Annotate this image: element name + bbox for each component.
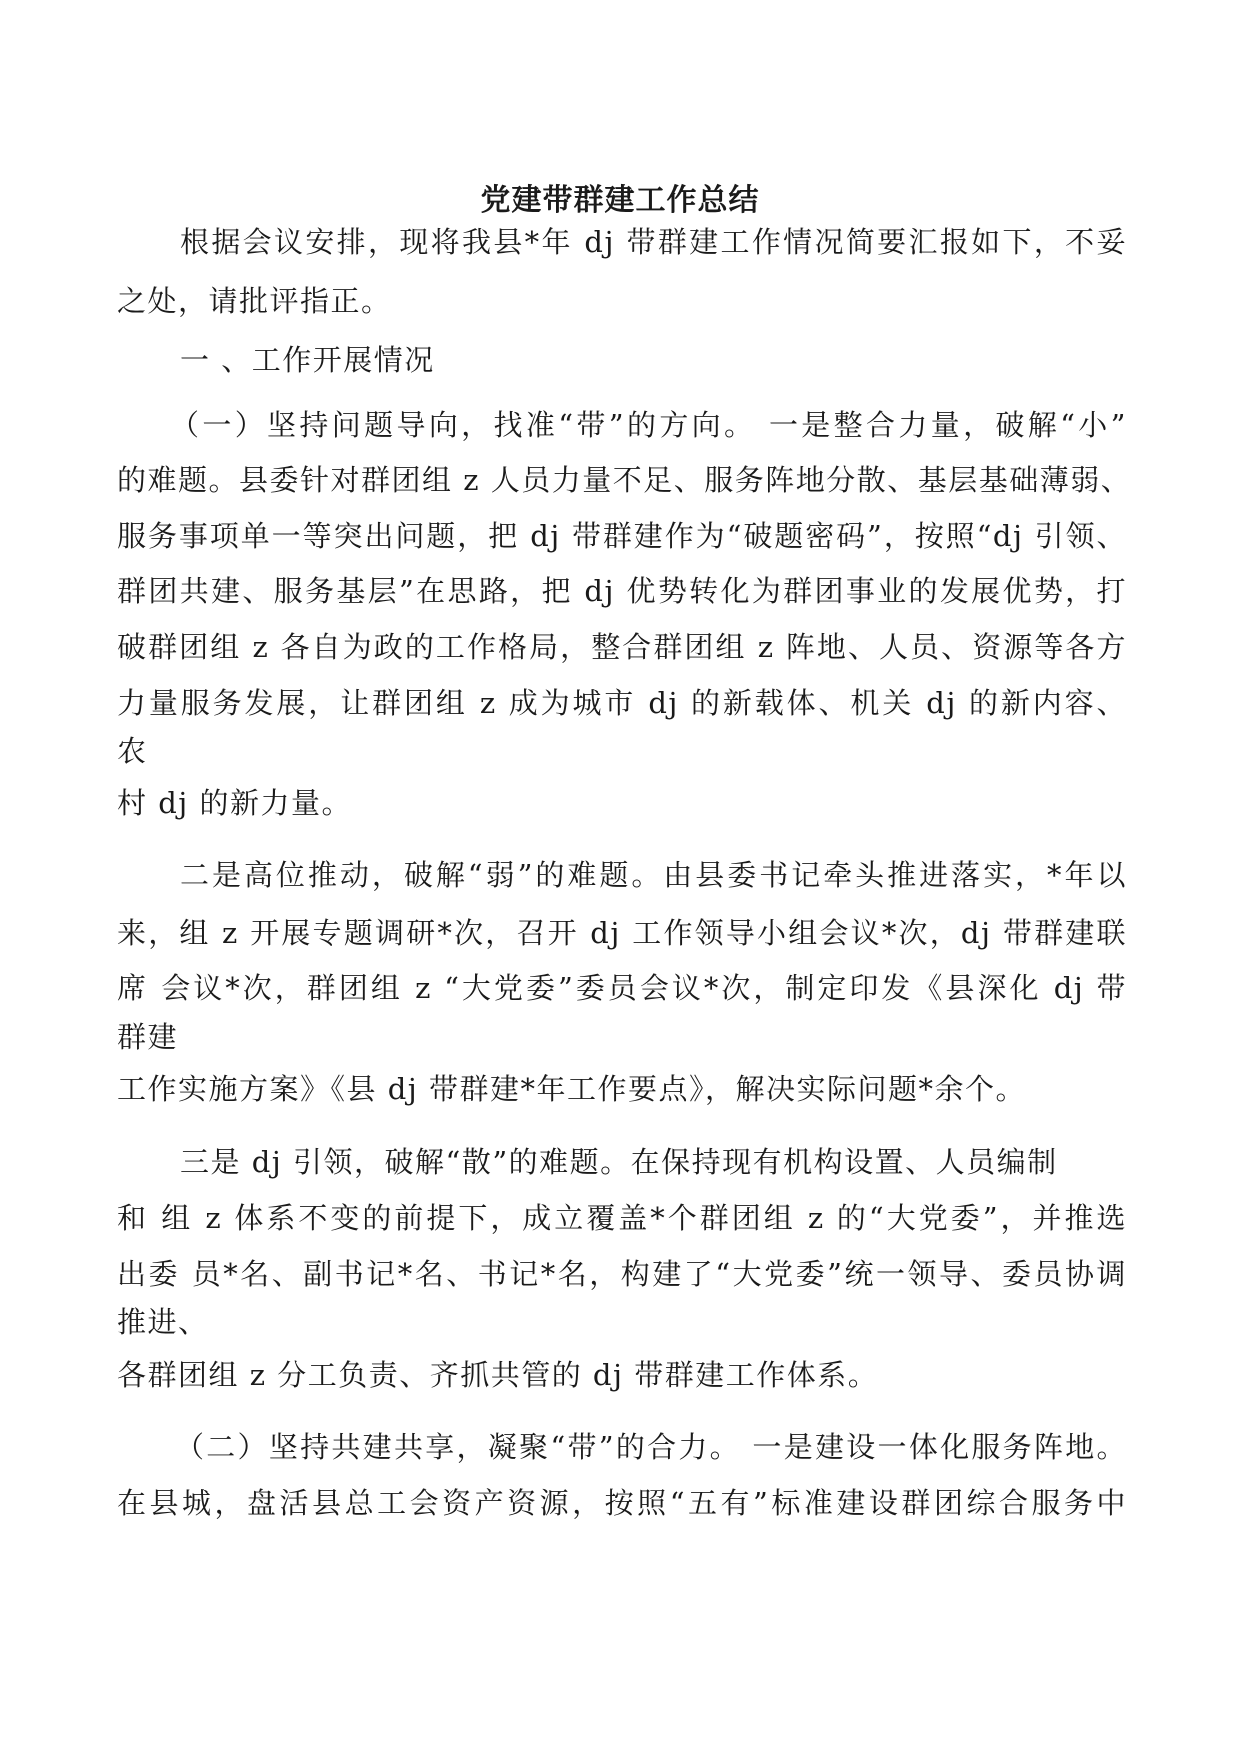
paragraph-line: 服务事项单一等突出问题，把 dj 带群建作为“破题密码”，按照“dj 引领、 bbox=[117, 519, 1127, 553]
paragraph-line: 各群团组 z 分工负责、齐抓共管的 dj 带群建工作体系。 bbox=[117, 1358, 879, 1392]
paragraph-line: 来，组 z 开展专题调研*次，召开 dj 工作领导小组会议*次，dj 带群建联 bbox=[117, 916, 1127, 950]
paragraph-line: 和 组 z 体系不变的前提下，成立覆盖*个群团组 z 的“大党委”，并推选 bbox=[117, 1201, 1127, 1235]
paragraph-line: 的难题。县委针对群团组 z 人员力量不足、服务阵地分散、基层基础薄弱、 bbox=[117, 463, 1132, 497]
paragraph-line: 根据会议安排，现将我县*年 dj 带群建工作情况简要汇报如下，不妥 bbox=[180, 225, 1127, 259]
paragraph-line: 力量服务发展，让群团组 z 成为城市 dj 的新载体、机关 dj 的新内容、 bbox=[117, 686, 1127, 720]
paragraph-line: 农 bbox=[117, 734, 148, 768]
paragraph-line: 村 dj 的新力量。 bbox=[117, 786, 352, 820]
paragraph-line: 群建 bbox=[117, 1020, 179, 1054]
paragraph-line: 群团共建、服务基层”在思路，把 dj 优势转化为群团事业的发展优势，打 bbox=[117, 574, 1127, 608]
paragraph-line: 三是 dj 引领，破解“散”的难题。在保持现有机构设置、人员编制 bbox=[180, 1145, 1058, 1179]
paragraph-line: 之处，请批评指正。 bbox=[117, 284, 392, 318]
paragraph-line: 出委 员*名、副书记*名、书记*名，构建了“大党委”统一领导、委员协调 bbox=[117, 1257, 1127, 1291]
paragraph-line: 二是高位推动，破解“弱”的难题。由县委书记牵头推进落实，*年以 bbox=[180, 858, 1127, 892]
paragraph-line: 推进、 bbox=[117, 1305, 209, 1339]
paragraph-line: 在县城，盘活县总工会资产资源，按照“五有”标准建设群团综合服务中 bbox=[117, 1486, 1127, 1520]
paragraph-line: 工作实施方案》《县 dj 带群建*年工作要点》，解决实际问题*余个。 bbox=[117, 1072, 1026, 1106]
section-heading: 一 、工作开展情况 bbox=[180, 343, 435, 377]
document-title: 党建带群建工作总结 bbox=[480, 183, 760, 218]
subsection-heading-line: （一）坚持问题导向，找准“带”的方向。 一是整合力量，破解“小” bbox=[170, 408, 1127, 442]
paragraph-line: 破群团组 z 各自为政的工作格局，整合群团组 z 阵地、人员、资源等各方 bbox=[117, 630, 1127, 664]
paragraph-line: 席 会议*次，群团组 z “大党委”委员会议*次，制定印发《县深化 dj 带 bbox=[117, 971, 1127, 1005]
subsection-heading-line: （二）坚持共建共享，凝聚“带”的合力。 一是建设一体化服务阵地。 bbox=[175, 1430, 1127, 1464]
